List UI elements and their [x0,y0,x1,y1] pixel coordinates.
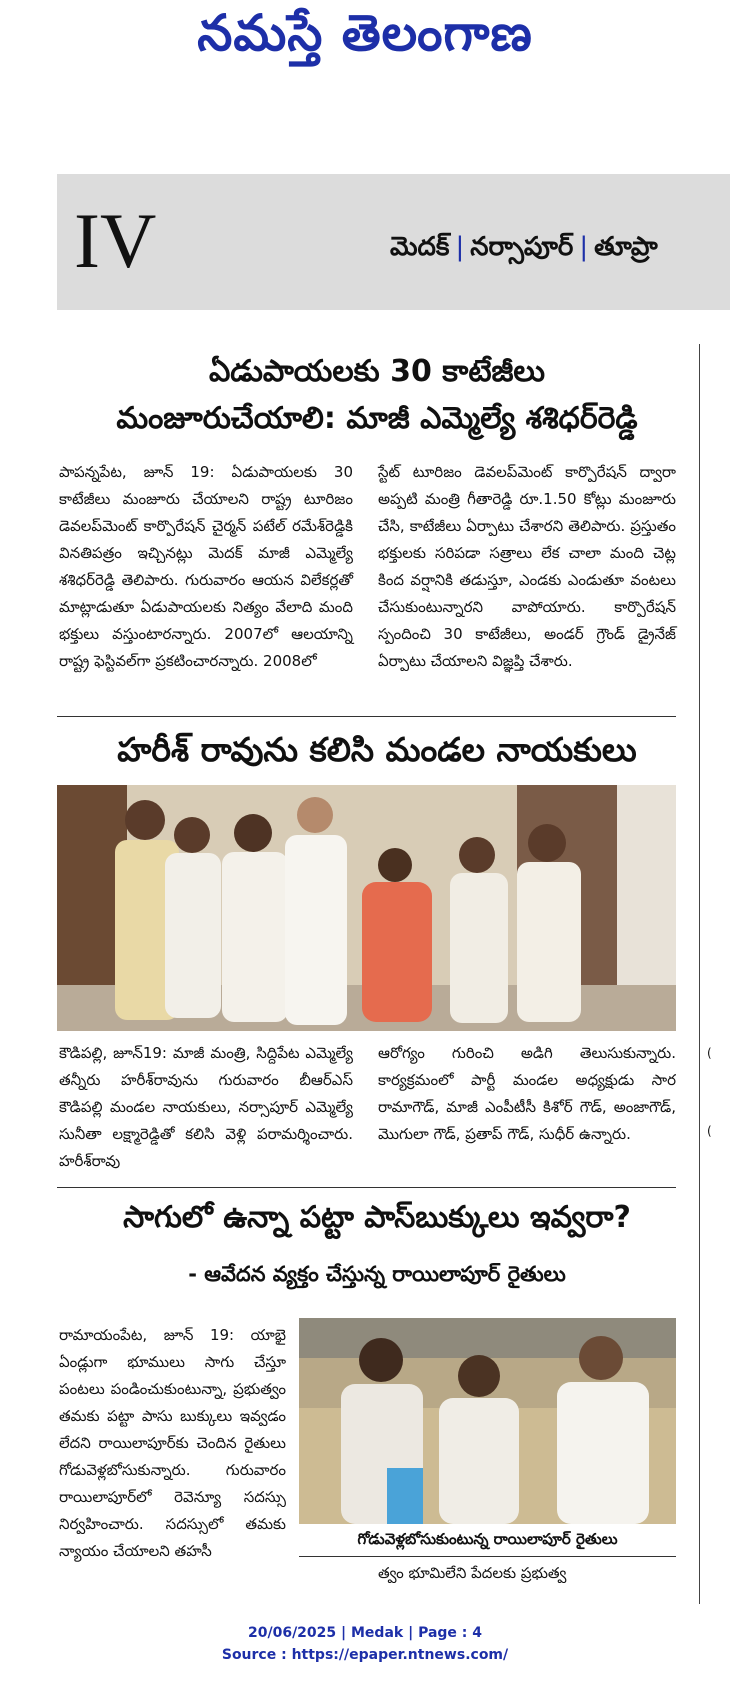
story3-headline: సాగులో ఉన్నా పట్టా పాస్‌బుక్కులు ఇవ్వరా? [123,1200,631,1235]
story2-column-2 [378,1040,676,1158]
story3-photo-image [299,1318,676,1524]
story2-photo-image [57,785,676,1031]
banner-places: మెదక్ | నర్సాపూర్ | తూప్రా [390,232,658,262]
story2-photo [57,785,676,1031]
story2-headline: హరీశ్ రావును కలిసి మండల నాయకులు [117,730,637,769]
story1-text-1: పాపన్నపేట, జూన్ 19: ఏడుపాయలకు 30 కాటేజీలు మంజూరు చేయాలని రాష్ట్ర టూరిజం డెవలప్‌మెంట్ కార్పొరేషన్ చైర్మన్ పటేల్ రమేశ్‌రెడ్డికి వినతిపత్రం ఇచ్చినట్లు మెదక్ మాజీ ఎమ్మెల్యే శశిధర్‌రెడ్డి తెలిపారు. గురువారం ఆయన విలేకర్లతో మాట్లాడుతూ ఏడుపాయలకు నిత్యం వేలాది మంది భక్తులు వస్తుంటారన్నారు. 2007లో ఆలయాన్ని రాష్ట్ర ఫెస్టివల్‌గా ప్రకటించారన్నారు. 2008లో [59,463,353,670]
place-toopran: తూప్రా [594,232,658,262]
story1-headline-line1: ఏడుపాయలకు 30 కాటేజీలు [208,354,546,389]
story2-text-2: ఆరోగ్యం గురించి అడిగి తెలుసుకున్నారు. కార్యక్రమంలో పార్టీ మండల అధ్యక్షుడు సార రామాగౌడ్, మాజీ ఎంపీటీసీ కిశోర్ గౌడ్, అంజాగౌడ్, మొగులా గౌడ్, ప్రతాప్ గౌడ్, సుధీర్ ఉన్నారు. [378,1044,676,1143]
story1-text-2: స్టేట్ టూరిజం డెవలప్‌మెంట్ కార్పొరేషన్ ద్వారా అప్పటి మంత్రి గీతారెడ్డి రూ.1.50 కోట్లు మంజూరు చేసి, కాటేజీలు ఏర్పాటు చేశారని తెలిపారు. ప్రస్తుతం భక్తులకు సరిపడా సత్రాలు లేక చాలా మంది చెట్ల కింద వర్షానికి తడుస్తూ, ఎండకు ఎండుతూ వంటలు చేసుకుంటున్నారని వాపోయారు. కార్పొరేషన్ స్పందించి 30 కాటేజీలు, అండర్ గ్రౌండ్ డ్రైనేజ్ ఏర్పాటు చేయాలని విజ్ఞప్తి చేశారు. [378,463,676,670]
story1-column-1 [59,459,353,705]
story2-text-1: కౌడిపల్లి, జూన్19: మాజీ మంత్రి, సిద్దిపేట ఎమ్మెల్యే తన్నీరు హరీశ్‌రావును గురువారం బీఆర్‌ఎస్ కౌడిపల్లి మండల నాయకులు, నర్సాపూర్ ఎమ్మెల్యే సునీతా లక్ష్మారెడ్డితో కలిసి వెళ్లి పరామర్శించారు. హరీశ్‌రావు [59,1044,353,1170]
story3-text-2: త్వం భూమిలేని పేదలకు ప్రభుత్వ [378,1564,567,1582]
place-medak: మెదక్ [390,232,450,262]
footer-source-line: Source : https://epaper.ntnews.com/ [221,1647,509,1663]
story3-photo-caption: గోడువెళ్లబోసుకుంటున్న రాయిలాపూర్ రైతులు [357,1530,618,1548]
story2-column-1 [59,1040,353,1170]
page-number-roman: IV [74,197,157,284]
column-divider [699,344,700,1604]
story-separator [57,1187,676,1188]
caption-rule [299,1556,676,1557]
story1-column-2 [378,459,676,705]
masthead-logo: నమస్తే తెలంగాణ [197,4,533,62]
footer-date-line: 20/06/2025 | Medak | Page : 4 [247,1625,483,1641]
story3-column-1 [59,1322,286,1584]
story3-photo [299,1318,676,1524]
side-fragment: ( [707,1124,712,1138]
story-separator [57,716,676,717]
story3-subhead: - ఆవేదన వ్యక్తం చేస్తున్న రాయిలాపూర్ రైతులు [188,1262,566,1286]
story3-text-1: రామాయంపేట, జూన్ 19: యాభై ఏండ్లుగా భూములు సాగు చేస్తూ పంటలు పండించుకుంటున్నా, ప్రభుత్వం తమకు పట్టా పాసు బుక్కులు ఇవ్వడం లేదని రాయిలాపూర్‌కు చెందిన రైతులు గోడువెళ్లబోసుకున్నారు. గురువారం రాయిలాపూర్‌లో రెవెన్యూ సదస్సు నిర్వహించారు. సదస్సులో తమకు న్యాయం చేయాలని తహసీ [59,1326,286,1560]
story1-headline-line2: మంజూరుచేయాలి: మాజీ ఎమ్మెల్యే శశిధర్‌రెడ్డి [116,401,638,436]
story3-column-2 [378,1560,676,1587]
side-fragment: ( [707,1046,712,1060]
place-narsapur: నర్సాపూర్ [470,232,574,262]
